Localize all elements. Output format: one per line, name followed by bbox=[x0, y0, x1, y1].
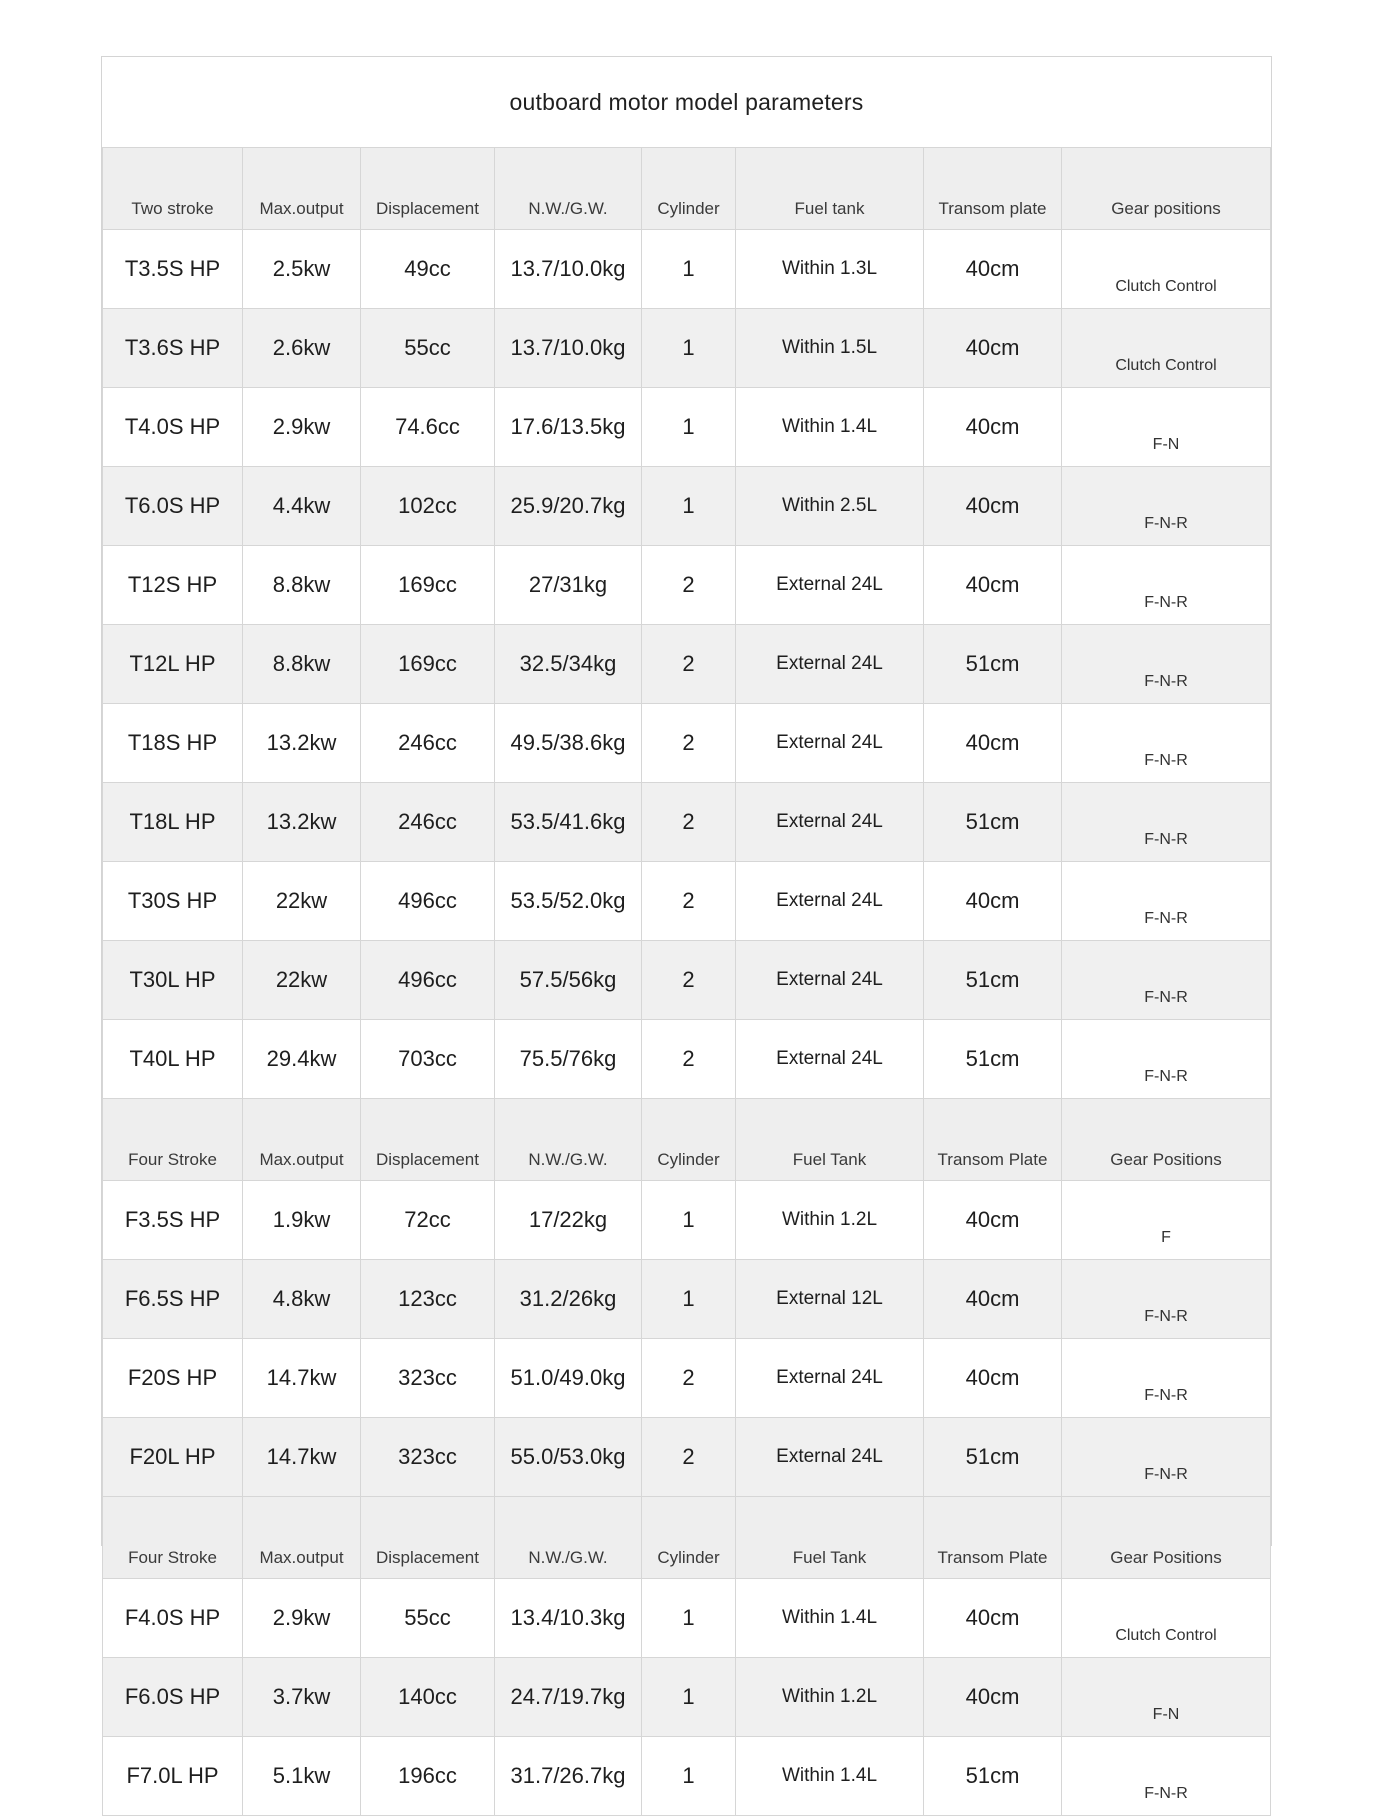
column-header-model: Two stroke bbox=[103, 148, 243, 230]
column-header-max-output: Max.output bbox=[243, 1099, 361, 1181]
cell-cylinder: 2 bbox=[642, 1418, 736, 1497]
cell-model: T30S HP bbox=[103, 862, 243, 941]
cell-model: T12S HP bbox=[103, 546, 243, 625]
column-header-gear-positions: Gear Positions bbox=[1062, 1099, 1271, 1181]
cell-fuel-tank: External 24L bbox=[736, 546, 924, 625]
column-header-cylinder: Cylinder bbox=[642, 1099, 736, 1181]
cell-weight: 51.0/49.0kg bbox=[495, 1339, 642, 1418]
cell-fuel-tank: External 24L bbox=[736, 941, 924, 1020]
cell-displacement: 496cc bbox=[361, 941, 495, 1020]
cell-gear-positions: Clutch Control bbox=[1062, 230, 1271, 309]
cell-cylinder: 2 bbox=[642, 1020, 736, 1099]
cell-max-output: 8.8kw bbox=[243, 546, 361, 625]
cell-transom-plate: 40cm bbox=[924, 467, 1062, 546]
table-row bbox=[103, 1737, 1271, 1816]
table-row bbox=[103, 546, 1271, 625]
section-header-row bbox=[103, 1099, 1271, 1181]
cell-transom-plate: 40cm bbox=[924, 309, 1062, 388]
table-row bbox=[103, 309, 1271, 388]
cell-max-output: 13.2kw bbox=[243, 783, 361, 862]
cell-fuel-tank: Within 2.5L bbox=[736, 467, 924, 546]
column-header-displacement: Displacement bbox=[361, 1497, 495, 1579]
cell-max-output: 2.6kw bbox=[243, 309, 361, 388]
cell-weight: 25.9/20.7kg bbox=[495, 467, 642, 546]
cell-model: F6.5S HP bbox=[103, 1260, 243, 1339]
cell-fuel-tank: Within 1.2L bbox=[736, 1181, 924, 1260]
cell-cylinder: 2 bbox=[642, 546, 736, 625]
cell-max-output: 2.9kw bbox=[243, 1579, 361, 1658]
cell-model: T3.5S HP bbox=[103, 230, 243, 309]
cell-weight: 13.4/10.3kg bbox=[495, 1579, 642, 1658]
cell-weight: 17.6/13.5kg bbox=[495, 388, 642, 467]
cell-transom-plate: 40cm bbox=[924, 388, 1062, 467]
cell-displacement: 55cc bbox=[361, 1579, 495, 1658]
cell-transom-plate: 51cm bbox=[924, 1737, 1062, 1816]
cell-weight: 13.7/10.0kg bbox=[495, 309, 642, 388]
column-header-gear-positions: Gear Positions bbox=[1062, 1497, 1271, 1579]
cell-gear-positions: F-N-R bbox=[1062, 783, 1271, 862]
column-header-fuel-tank: Fuel Tank bbox=[736, 1099, 924, 1181]
cell-model: T40L HP bbox=[103, 1020, 243, 1099]
cell-max-output: 29.4kw bbox=[243, 1020, 361, 1099]
cell-cylinder: 1 bbox=[642, 309, 736, 388]
cell-displacement: 49cc bbox=[361, 230, 495, 309]
table-row bbox=[103, 1181, 1271, 1260]
cell-weight: 31.7/26.7kg bbox=[495, 1737, 642, 1816]
spec-sheet bbox=[101, 56, 1272, 1802]
column-header-cylinder: Cylinder bbox=[642, 148, 736, 230]
cell-model: T3.6S HP bbox=[103, 309, 243, 388]
table-row bbox=[103, 1658, 1271, 1737]
cell-cylinder: 1 bbox=[642, 1260, 736, 1339]
cell-transom-plate: 51cm bbox=[924, 1020, 1062, 1099]
column-header-transom-plate: Transom plate bbox=[924, 148, 1062, 230]
cell-transom-plate: 40cm bbox=[924, 1181, 1062, 1260]
cell-cylinder: 2 bbox=[642, 704, 736, 783]
cell-gear-positions: Clutch Control bbox=[1062, 1579, 1271, 1658]
cell-fuel-tank: Within 1.4L bbox=[736, 1579, 924, 1658]
column-header-model: Four Stroke bbox=[103, 1099, 243, 1181]
cell-weight: 75.5/76kg bbox=[495, 1020, 642, 1099]
cell-fuel-tank: External 24L bbox=[736, 704, 924, 783]
cell-displacement: 246cc bbox=[361, 783, 495, 862]
cell-cylinder: 1 bbox=[642, 1737, 736, 1816]
cell-cylinder: 1 bbox=[642, 1658, 736, 1737]
column-header-displacement: Displacement bbox=[361, 148, 495, 230]
cell-fuel-tank: Within 1.4L bbox=[736, 388, 924, 467]
cell-weight: 55.0/53.0kg bbox=[495, 1418, 642, 1497]
table-row bbox=[103, 230, 1271, 309]
cell-cylinder: 2 bbox=[642, 1339, 736, 1418]
table-row bbox=[103, 1260, 1271, 1339]
cell-max-output: 2.9kw bbox=[243, 388, 361, 467]
cell-max-output: 13.2kw bbox=[243, 704, 361, 783]
table-row bbox=[103, 1579, 1271, 1658]
cell-max-output: 2.5kw bbox=[243, 230, 361, 309]
cell-model: F20S HP bbox=[103, 1339, 243, 1418]
cell-gear-positions: F-N-R bbox=[1062, 1737, 1271, 1816]
cell-transom-plate: 40cm bbox=[924, 1658, 1062, 1737]
cell-fuel-tank: External 24L bbox=[736, 1339, 924, 1418]
cell-displacement: 196cc bbox=[361, 1737, 495, 1816]
cell-max-output: 5.1kw bbox=[243, 1737, 361, 1816]
cell-model: F4.0S HP bbox=[103, 1579, 243, 1658]
cell-transom-plate: 40cm bbox=[924, 1339, 1062, 1418]
cell-model: F20L HP bbox=[103, 1418, 243, 1497]
table-row bbox=[103, 467, 1271, 546]
cell-fuel-tank: Within 1.5L bbox=[736, 309, 924, 388]
table-row bbox=[103, 704, 1271, 783]
table-row bbox=[103, 1020, 1271, 1099]
cell-displacement: 140cc bbox=[361, 1658, 495, 1737]
cell-fuel-tank: External 24L bbox=[736, 625, 924, 704]
cell-max-output: 4.4kw bbox=[243, 467, 361, 546]
cell-gear-positions: F-N-R bbox=[1062, 704, 1271, 783]
table-row bbox=[103, 1339, 1271, 1418]
table-row bbox=[103, 625, 1271, 704]
cell-displacement: 102cc bbox=[361, 467, 495, 546]
cell-cylinder: 1 bbox=[642, 388, 736, 467]
cell-displacement: 55cc bbox=[361, 309, 495, 388]
table-row bbox=[103, 862, 1271, 941]
cell-cylinder: 2 bbox=[642, 783, 736, 862]
cell-max-output: 22kw bbox=[243, 941, 361, 1020]
cell-cylinder: 1 bbox=[642, 230, 736, 309]
cell-cylinder: 1 bbox=[642, 1579, 736, 1658]
cell-gear-positions: F-N bbox=[1062, 388, 1271, 467]
cell-transom-plate: 51cm bbox=[924, 625, 1062, 704]
cell-weight: 53.5/41.6kg bbox=[495, 783, 642, 862]
cell-fuel-tank: External 24L bbox=[736, 862, 924, 941]
cell-gear-positions: F-N-R bbox=[1062, 1418, 1271, 1497]
column-header-max-output: Max.output bbox=[243, 148, 361, 230]
cell-displacement: 246cc bbox=[361, 704, 495, 783]
column-header-model: Four Stroke bbox=[103, 1497, 243, 1579]
column-header-transom-plate: Transom Plate bbox=[924, 1497, 1062, 1579]
cell-gear-positions: F-N bbox=[1062, 1658, 1271, 1737]
cell-displacement: 74.6cc bbox=[361, 388, 495, 467]
column-header-weight: N.W./G.W. bbox=[495, 1099, 642, 1181]
column-header-weight: N.W./G.W. bbox=[495, 148, 642, 230]
cell-transom-plate: 40cm bbox=[924, 546, 1062, 625]
cell-fuel-tank: Within 1.2L bbox=[736, 1658, 924, 1737]
cell-fuel-tank: External 24L bbox=[736, 1020, 924, 1099]
cell-weight: 24.7/19.7kg bbox=[495, 1658, 642, 1737]
cell-model: F7.0L HP bbox=[103, 1737, 243, 1816]
section-header-row bbox=[103, 1497, 1271, 1579]
cell-transom-plate: 51cm bbox=[924, 783, 1062, 862]
cell-gear-positions: F-N-R bbox=[1062, 1260, 1271, 1339]
cell-fuel-tank: External 12L bbox=[736, 1260, 924, 1339]
cell-model: T12L HP bbox=[103, 625, 243, 704]
cell-displacement: 323cc bbox=[361, 1418, 495, 1497]
cell-fuel-tank: External 24L bbox=[736, 783, 924, 862]
cell-model: T6.0S HP bbox=[103, 467, 243, 546]
table-row bbox=[103, 1418, 1271, 1497]
cell-displacement: 323cc bbox=[361, 1339, 495, 1418]
cell-fuel-tank: Within 1.3L bbox=[736, 230, 924, 309]
cell-cylinder: 1 bbox=[642, 467, 736, 546]
cell-transom-plate: 40cm bbox=[924, 862, 1062, 941]
column-header-gear-positions: Gear positions bbox=[1062, 148, 1271, 230]
cell-transom-plate: 51cm bbox=[924, 1418, 1062, 1497]
section-header-row bbox=[103, 148, 1271, 230]
cell-max-output: 8.8kw bbox=[243, 625, 361, 704]
cell-cylinder: 2 bbox=[642, 625, 736, 704]
table-row bbox=[103, 388, 1271, 467]
cell-transom-plate: 40cm bbox=[924, 230, 1062, 309]
column-header-cylinder: Cylinder bbox=[642, 1497, 736, 1579]
cell-max-output: 22kw bbox=[243, 862, 361, 941]
cell-max-output: 14.7kw bbox=[243, 1418, 361, 1497]
cell-model: T4.0S HP bbox=[103, 388, 243, 467]
cell-transom-plate: 40cm bbox=[924, 1579, 1062, 1658]
cell-gear-positions: F bbox=[1062, 1181, 1271, 1260]
cell-fuel-tank: Within 1.4L bbox=[736, 1737, 924, 1816]
cell-fuel-tank: External 24L bbox=[736, 1418, 924, 1497]
cell-max-output: 14.7kw bbox=[243, 1339, 361, 1418]
cell-weight: 17/22kg bbox=[495, 1181, 642, 1260]
cell-weight: 27/31kg bbox=[495, 546, 642, 625]
cell-gear-positions: F-N-R bbox=[1062, 625, 1271, 704]
page-title: outboard motor model parameters bbox=[509, 88, 864, 115]
cell-gear-positions: F-N-R bbox=[1062, 1020, 1271, 1099]
cell-max-output: 1.9kw bbox=[243, 1181, 361, 1260]
column-header-fuel-tank: Fuel Tank bbox=[736, 1497, 924, 1579]
cell-gear-positions: F-N-R bbox=[1062, 546, 1271, 625]
cell-transom-plate: 40cm bbox=[924, 1260, 1062, 1339]
cell-gear-positions: F-N-R bbox=[1062, 862, 1271, 941]
cell-model: F3.5S HP bbox=[103, 1181, 243, 1260]
cell-transom-plate: 40cm bbox=[924, 704, 1062, 783]
cell-displacement: 123cc bbox=[361, 1260, 495, 1339]
cell-model: T18S HP bbox=[103, 704, 243, 783]
cell-model: F6.0S HP bbox=[103, 1658, 243, 1737]
column-header-weight: N.W./G.W. bbox=[495, 1497, 642, 1579]
cell-displacement: 703cc bbox=[361, 1020, 495, 1099]
cell-gear-positions: F-N-R bbox=[1062, 467, 1271, 546]
cell-weight: 49.5/38.6kg bbox=[495, 704, 642, 783]
table-row bbox=[103, 783, 1271, 862]
cell-max-output: 3.7kw bbox=[243, 1658, 361, 1737]
column-header-transom-plate: Transom Plate bbox=[924, 1099, 1062, 1181]
cell-gear-positions: F-N-R bbox=[1062, 941, 1271, 1020]
cell-model: T30L HP bbox=[103, 941, 243, 1020]
cell-max-output: 4.8kw bbox=[243, 1260, 361, 1339]
cell-cylinder: 1 bbox=[642, 1181, 736, 1260]
cell-weight: 31.2/26kg bbox=[495, 1260, 642, 1339]
cell-cylinder: 2 bbox=[642, 941, 736, 1020]
column-header-max-output: Max.output bbox=[243, 1497, 361, 1579]
cell-gear-positions: F-N-R bbox=[1062, 1339, 1271, 1418]
column-header-fuel-tank: Fuel tank bbox=[736, 148, 924, 230]
cell-weight: 13.7/10.0kg bbox=[495, 230, 642, 309]
cell-displacement: 72cc bbox=[361, 1181, 495, 1260]
cell-cylinder: 2 bbox=[642, 862, 736, 941]
table-row bbox=[103, 941, 1271, 1020]
cell-model: T18L HP bbox=[103, 783, 243, 862]
cell-weight: 53.5/52.0kg bbox=[495, 862, 642, 941]
spec-table bbox=[102, 147, 1271, 1816]
cell-displacement: 496cc bbox=[361, 862, 495, 941]
cell-displacement: 169cc bbox=[361, 625, 495, 704]
cell-transom-plate: 51cm bbox=[924, 941, 1062, 1020]
cell-gear-positions: Clutch Control bbox=[1062, 309, 1271, 388]
cell-displacement: 169cc bbox=[361, 546, 495, 625]
cell-weight: 57.5/56kg bbox=[495, 941, 642, 1020]
cell-weight: 32.5/34kg bbox=[495, 625, 642, 704]
column-header-displacement: Displacement bbox=[361, 1099, 495, 1181]
